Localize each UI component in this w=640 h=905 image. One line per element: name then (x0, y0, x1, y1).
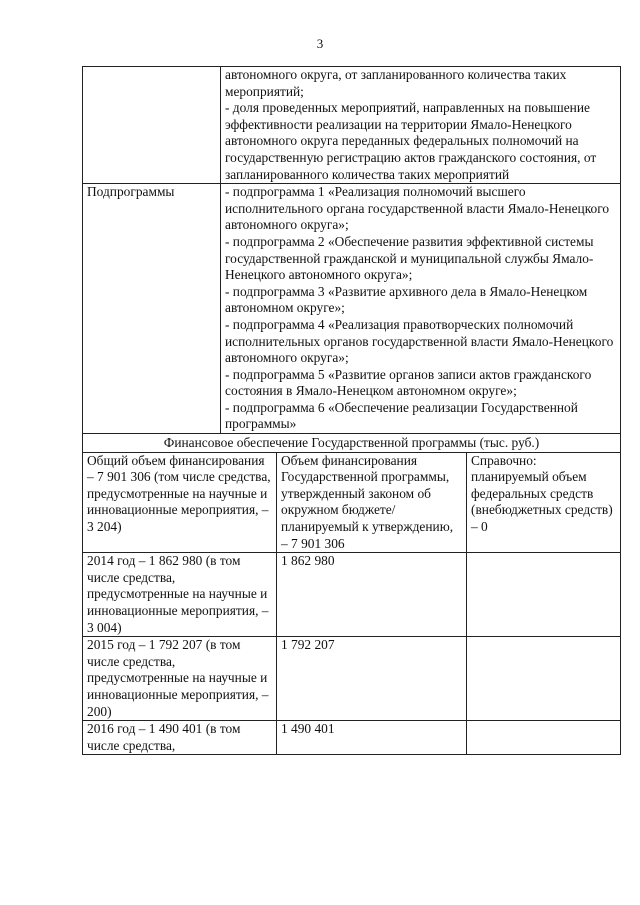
indicator-line: - доля проведенных мероприятий, направленных на повышение эффективности реализации на территории Ямало-Ненецкого автономного округа переданных федеральных полномочий на государственную регистрацию актов гражданского состояния, от запланированного количества таких мероприятий (225, 100, 597, 182)
subprogram-item: - подпрограмма 5 «Развитие органов записи актов гражданского состояния в Ямало-Ненецком автономном округе»; (225, 366, 592, 399)
indicator-line: автономного округа, от запланированного количества таких мероприятий; (225, 67, 567, 99)
subprograms-row (83, 184, 621, 434)
year-federal-cell (467, 721, 621, 755)
page-number: 3 (316, 36, 324, 51)
indicators-label-cell (83, 67, 221, 184)
subprogram-item: - подпрограмма 4 «Реализация правотворческих полномочий исполнительных органов государственной власти Ямало-Ненецкого автономного округа»; (225, 316, 614, 366)
financing-title: Финансовое обеспечение Государственной программы (тыс. руб.) (83, 434, 621, 453)
subprogram-item: - подпрограмма 2 «Обеспечение развития эффективной системы государственной гражданской и муниципальной службы Ямало-Ненецкого автономного округа»; (225, 233, 594, 283)
indicators-value-cell (221, 67, 621, 184)
financing-total-cell: Общий объем финансирования – 7 901 306 (том числе средства, предусмотренные на научные и инновационные мероприятия, – 3 204) (83, 452, 277, 553)
financing-approved-cell: Объем финансирования Государственной программы, утвержденный законом об окружном бюджете/планируемый к утверждению, – 7 901 306 (277, 452, 467, 553)
indicators-row (83, 67, 621, 184)
financing-year-row (83, 637, 621, 721)
subprograms-list (221, 184, 621, 434)
subprogram-item: - подпрограмма 1 «Реализация полномочий высшего исполнительного органа государственной власти Ямало-Ненецкого автономного округа»; (225, 184, 610, 233)
financing-year-row (83, 721, 621, 755)
subprograms-label: Подпрограммы (83, 184, 221, 434)
year-approved-cell: 1 792 207 (277, 637, 467, 721)
year-federal-cell (467, 637, 621, 721)
year-approved-cell: 1 862 980 (277, 553, 467, 637)
financing-year-row (83, 553, 621, 637)
year-total-cell: 2016 год – 1 490 401 (в том числе средства, (83, 721, 277, 755)
subprogram-item: - подпрограмма 3 «Развитие архивного дела в Ямало-Ненецком автономном округе»; (225, 283, 588, 316)
year-total-cell: 2014 год – 1 862 980 (в том числе средства, предусмотренные на научные и инновационные мероприятия, – 3 004) (83, 553, 277, 637)
financing-header-row (83, 452, 621, 553)
financing-title-row (83, 434, 621, 453)
passport-table (82, 66, 621, 755)
year-approved-cell: 1 490 401 (277, 721, 467, 755)
financing-federal-cell: Справочно: планируемый объем федеральных средств (внебюджетных средств) – 0 (467, 452, 621, 553)
year-total-cell: 2015 год – 1 792 207 (в том числе средства, предусмотренные на научные и инновационные мероприятия, – 200) (83, 637, 277, 721)
subprogram-item: - подпрограмма 6 «Обеспечение реализации Государственной программы» (225, 399, 578, 432)
year-federal-cell (467, 553, 621, 637)
